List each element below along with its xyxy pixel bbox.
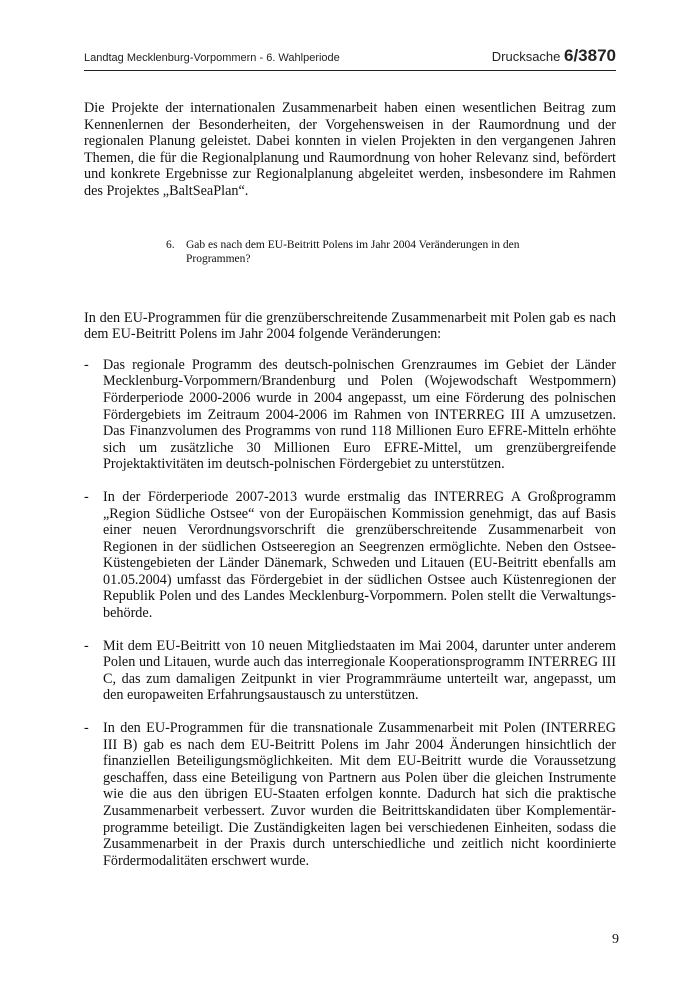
drucksache-number: 6/3870 — [564, 46, 616, 65]
list-item — [84, 638, 616, 704]
bullet-text: Das regionale Programm des deutsch-polnischen Grenzraumes im Gebiet der Länder Mecklenburg-Vorpommern/Brandenburg und Polen (Wojewodschaft Westpommern) Förderperiode 2000-2006 wurde in 2004 angepasst, um eine Förderung des polnischen Fördergebiets im Zeitraum 2004-2006 im Rahmen von INTERREG III A umzusetzen. Das Finanzvolumen des Programms von rund 118 Millionen Euro EFRE-Mitteln erhöhte sich um zusätzliche 30 Millionen Euro EFRE-Mittel, um grenzübergreifende Projektaktivitäten im deutsch-polnischen Fördergebiet zu unterstützen. — [103, 356, 616, 473]
document-body — [84, 100, 616, 885]
list-item — [84, 489, 616, 622]
parliament-label: Landtag Mecklenburg-Vorpommern - 6. Wahlperiode — [84, 52, 340, 64]
bullet-dash: - — [84, 637, 89, 654]
bullet-text: Mit dem EU-Beitritt von 10 neuen Mitgliedstaaten im Mai 2004, darunter unter anderem Polen und Litauen, wurde auch das interregionale Kooperationsprogramm INTERREG III C, das zum damaligen Zeitpunkt in vier Programmräume unterteilt war, angepasst, um den europaweiten Erfahrungsaustausch zu unterstützen. — [103, 637, 616, 704]
intro-paragraph: Die Projekte der internationalen Zusammenarbeit haben einen wesentlichen Beitrag zum Kennenlernen der Besonderheiten, der Vorgehensweisen in der Raumordnung und der regionalen Planung geleistet. Dabei konnten in vielen Projekten in den vergangenen Jahren Themen, die für die Regionalplanung und Raumordnung von hoher Relevanz sind, befördert und konkrete Ergebnisse zur Regionalplanung abgeleitet werden, insbesondere im Rahmen des Projektes „BaltSeaPlan“. — [84, 100, 616, 199]
page-number: 9 — [612, 932, 619, 947]
list-item — [84, 357, 616, 473]
question-text: Gab es nach dem EU-Beitritt Polens im Jahr 2004 Veränderungen in den Programmen? — [186, 238, 520, 265]
drucksache-text: Drucksache — [491, 49, 564, 64]
answer-lead-paragraph: In den EU-Programmen für die grenzüberschreitende Zusammenarbeit mit Polen gab es nach dem EU-Beitritt Polens im Jahr 2004 folgende Veränderungen: — [84, 309, 616, 343]
question-block — [166, 238, 521, 266]
drucksache-label — [492, 46, 616, 66]
bullet-dash: - — [84, 356, 89, 373]
bullet-dash: - — [84, 488, 89, 505]
bullet-text: In der Förderperiode 2007-2013 wurde erstmalig das INTERREG A Großprogramm „Region Südliche Ostsee“ von der Europäischen Kommission genehmigt, das auf Basis einer neuen Verordnungsvorschrift die grenzüberschreitende Zusammenarbeit von Regionen in der südlichen Ostseeregion an Seegrenzen ermöglichte. Neben den Ostsee-Küstengebieten der Länder Dänemark, Schweden und Litauen (EU-Beitritt ebenfalls am 01.05.2004) umfasst das Fördergebiet in der südlichen Ostsee auch Küstenregionen der Republik Polen und des Landes Mecklenburg-Vorpommern. Polen stellt die Verwaltungsbehörde. — [103, 488, 616, 622]
bullet-text: In den EU-Programmen für die transnationale Zusammenarbeit mit Polen (INTERREG III B) gab es nach dem EU-Beitritt Polens im Jahr 2004 Änderungen hinsichtlich der finanziellen Beteiligungsmöglichkeiten. Mit dem EU-Beitritt wurde die Voraussetzung geschaffen, dass eine Beteiligung von Partnern aus Polen über die gleichen Instrumente wie die aus den übrigen EU-Staaten erfolgen konnte. Dadurch hat sich die praktische Zusammenarbeit verbessert. Zuvor wurden die Beitrittskandidaten über Komplementärprogramme beteiligt. Die Zuständigkeiten lagen bei verschiedenen Einheiten, sodass die Zusammenarbeit in der Praxis durch unterschiedliche und zeitlich nicht koordinierte Fördermodalitäten erschwert wurde. — [103, 720, 616, 869]
list-item — [84, 720, 616, 869]
page-header — [84, 46, 616, 71]
question-number: 6. — [166, 238, 175, 251]
bullet-dash: - — [84, 720, 89, 737]
